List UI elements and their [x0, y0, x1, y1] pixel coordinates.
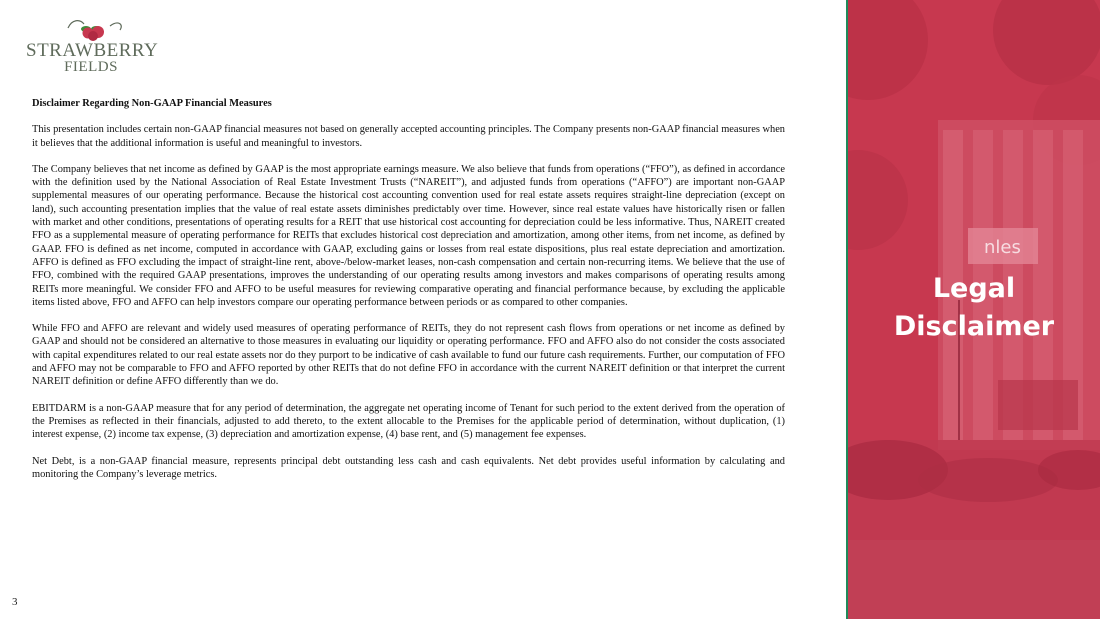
- paragraph-ffo-limitations: While FFO and AFFO are relevant and widely used measures of operating performance of REITs, they do not represent cash flows from operations or net income as defined by GAAP and should not be considered an alternative to those measures in evaluating our liquidity or operating performance. FFO and AFFO also do not consider the costs associated with capital expenditures related to our real estate assets nor do they purport to be indicative of cash available to fund our future cash requirements. Further, our computation of FFO and AFFO may not be comparable to FFO and AFFO reported by other REITs that do not define FFO in accordance with the current NAREIT definition or that interpret the current NAREIT definition or define AFFO differently than we do.: [32, 323, 785, 388]
- page-number: 3: [12, 596, 18, 608]
- strawberry-icon: [26, 18, 156, 42]
- logo-line1: STRAWBERRY: [26, 40, 159, 61]
- logo-line2: FIELDS: [64, 59, 118, 75]
- paragraph-net-debt: Net Debt, is a non-GAAP financial measure, represents principal debt outstanding less cash and cash equivalents. Net debt provides useful information by calculating and monitoring the Company’s leverage metrics.: [32, 455, 785, 480]
- disclaimer-content: [32, 97, 785, 494]
- paragraph-ffo-definition: The Company believes that net income as defined by GAAP is the most appropriate earnings measure. We also believe that funds from operations (“FFO”), as defined in accordance with the definition used by the National Association of Real Estate Investment Trusts (“NAREIT”), and adjusted funds from operations (“AFFO”) are important non-GAAP supplemental measures of our operating performance. Because the historical cost accounting convention used for real estate assets requires straight-line depreciation (except on land), such accounting presentation implies that the value of real estate assets diminishes predictably over time. However, since real estate values have historically risen or fallen with market and other conditions, presentations of operating results for a REIT that use historical cost accounting for depreciation could be less informative. Thus, NAREIT created FFO as a supplemental measure of operating performance for REITs that excludes historical cost depreciation and amortization, among other items, from net income, as defined by GAAP. FFO is defined as net income, computed in accordance with GAAP, excluding gains or losses from real estate dispositions, plus real estate depreciation and amortization. AFFO is defined as FFO excluding the impact of straight-line rent, above-/below-market leases, non-cash compensation and certain non-recurring items. We believe that the use of FFO, combined with the required GAAP presentations, improves the understanding of our operating results among investors and makes comparisons of operating results among REITs more meaningful. We consider FFO and AFFO to be useful measures for reviewing comparative operating and financial performance because, by excluding the applicable items listed above, FFO and AFFO can help investors compare our operating performance between periods or as compared to other companies.: [32, 163, 785, 308]
- panel-title: [848, 270, 1100, 346]
- paragraph-ebitdarm: EBITDARM is a non-GAAP measure that for any period of determination, the aggregate net operating income of Tenant for such period to the extent derived from the operation of the Premises as reflected in their financials, adjusted to add thereto, to the extent allocable to the Premises for the applicable period of determination, without duplication, (1) interest expense, (2) income tax expense, (3) depreciation and amortization expense, (4) base rent, and (5) management fee expenses.: [32, 402, 785, 441]
- company-logo: [26, 18, 159, 78]
- title-panel: [848, 0, 1100, 619]
- panel-title-line1: Legal: [932, 273, 1016, 304]
- disclaimer-heading: Disclaimer Regarding Non-GAAP Financial Measures: [32, 98, 272, 109]
- panel-title-line2: Disclaimer: [893, 311, 1055, 342]
- building-sign-text: nles: [984, 237, 1021, 258]
- paragraph-intro: This presentation includes certain non-GAAP financial measures not based on generally accepted accounting principles. The Company presents non-GAAP financial measures when it believes that the additional information is useful and meaningful to investors.: [32, 124, 785, 149]
